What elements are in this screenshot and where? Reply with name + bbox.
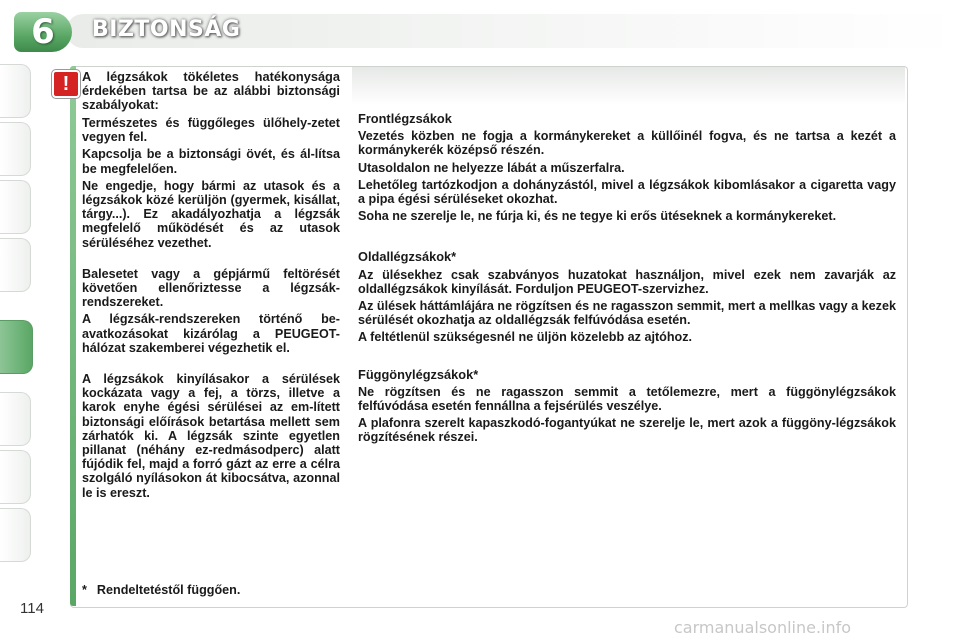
side-tab-9[interactable] xyxy=(0,508,31,562)
left-lead-heading: A légzsákok tökéletes hatékonysága érdekében tartsa be az alábbi biztonsági szabályokat: xyxy=(82,69,340,112)
side-tab-7[interactable] xyxy=(0,392,31,446)
footnote xyxy=(82,583,240,597)
chapter-number-badge: 6 xyxy=(14,12,72,52)
side-tabs xyxy=(0,52,34,576)
footnote-text: Rendeltetéstől függően. xyxy=(96,583,241,597)
right-paragraph: Vezetés közben ne fogja a kormánykereket a küllőinél fogva, és ne tartsa a kezét a kormánykerék középső részén. xyxy=(358,129,896,158)
left-paragraph: Kapcsolja be a biztonsági övét, és ál-lítsa be megfelelően. xyxy=(82,147,340,176)
left-paragraph: A légzsákok kinyílásakor a sérülések kockázata vagy a fej, a törzs, illetve a karok enyhe égési sérülései az em-lített biztonsági előírások betartása mellett sem zárhatók ki. A légzsák szinte egyetlen pillanat (néhány ez-redmásodperc) alatt fújódik fel, majd a forró gázt az erre a célra szolgáló nyílásokon át kibocsátva, azonnal le is ereszt. xyxy=(82,372,340,500)
left-paragraph: Természetes és függőleges ülőhely-zetet vegyen fel. xyxy=(82,116,340,145)
page-title: BIZTONSÁG xyxy=(92,17,241,42)
side-tab-8[interactable] xyxy=(0,450,31,504)
panel-top-shade xyxy=(352,67,905,105)
right-paragraph: Ne rögzítsen és ne ragasszon semmit a tetőlemezre, mert a függönylégzsákok felfúvódása esetén fennállna a fejsérülés veszélye. xyxy=(358,384,896,414)
right-paragraph: Lehetőleg tartózkodjon a dohányzástól, mivel a légzsákok kibomlásakor a cigaretta vagy a pipa égési sérüléseket okozhat. xyxy=(358,177,896,207)
section-heading-front-airbags: Frontlégzsákok xyxy=(358,111,452,126)
section-heading-side-airbags: Oldallégzsákok* xyxy=(358,249,457,265)
watermark: carmanualsonline.info xyxy=(674,618,852,637)
side-tab-4[interactable] xyxy=(0,238,31,292)
side-tab-3[interactable] xyxy=(0,180,31,234)
left-paragraph: A légzsák-rendszereken történő be-avatkozásokat kizárólag a PEUGEOT-hálózat szakemberei végezhetik el. xyxy=(82,312,340,355)
right-paragraph: Az ülésekhez csak szabványos huzatokat használjon, mivel ezek nem zavarják az oldallégzsákok kinyílását. Forduljon PEUGEOT-szervizhez. xyxy=(358,267,896,296)
panel-accent-strip xyxy=(70,66,76,606)
right-paragraph: A plafonra szerelt kapaszkodó-fogantyúkat ne szerelje le, mert azok a függöny-légzsákok rögzítésének részei. xyxy=(358,416,896,445)
right-paragraph: Soha ne szerelje le, ne fúrja ki, és ne tegye ki erős ütéseknek a kormánykereket. xyxy=(358,209,837,224)
left-column xyxy=(82,70,340,503)
right-paragraph: Utasoldalon ne helyezze lábát a műszerfalra. xyxy=(358,160,625,175)
right-column xyxy=(358,112,896,448)
footnote-star: * xyxy=(82,583,87,597)
right-paragraph: Az ülések háttámlájára ne rögzítsen és ne ragasszon semmit, mert a mellkas vagy a kezek sérülését okozhatja az oldallégzsák felfúvódása esetén. xyxy=(358,299,896,328)
page-number: 114 xyxy=(20,600,44,617)
right-paragraph: A feltétlenül szükségesnél ne üljön közelebb az ajtóhoz. xyxy=(358,330,693,345)
side-tab-2[interactable] xyxy=(0,122,31,176)
exclamation-warning-icon: ! xyxy=(52,70,80,98)
left-paragraph: Balesetet vagy a gépjármű feltörését követően ellenőriztesse a légzsák-rendszereket. xyxy=(82,266,340,310)
side-tab-6-active[interactable] xyxy=(0,320,33,374)
left-paragraph: Ne engedje, hogy bármi az utasok és a légzsákok közé kerüljön (gyermek, kisállat, tárgy...). Ez akadályozhatja a légzsák megfelelő működését és az utasok sérüléséhez vezethet. xyxy=(82,178,340,250)
section-heading-curtain-airbags: Függönylégzsákok* xyxy=(358,366,479,382)
side-tab-1[interactable] xyxy=(0,64,31,118)
